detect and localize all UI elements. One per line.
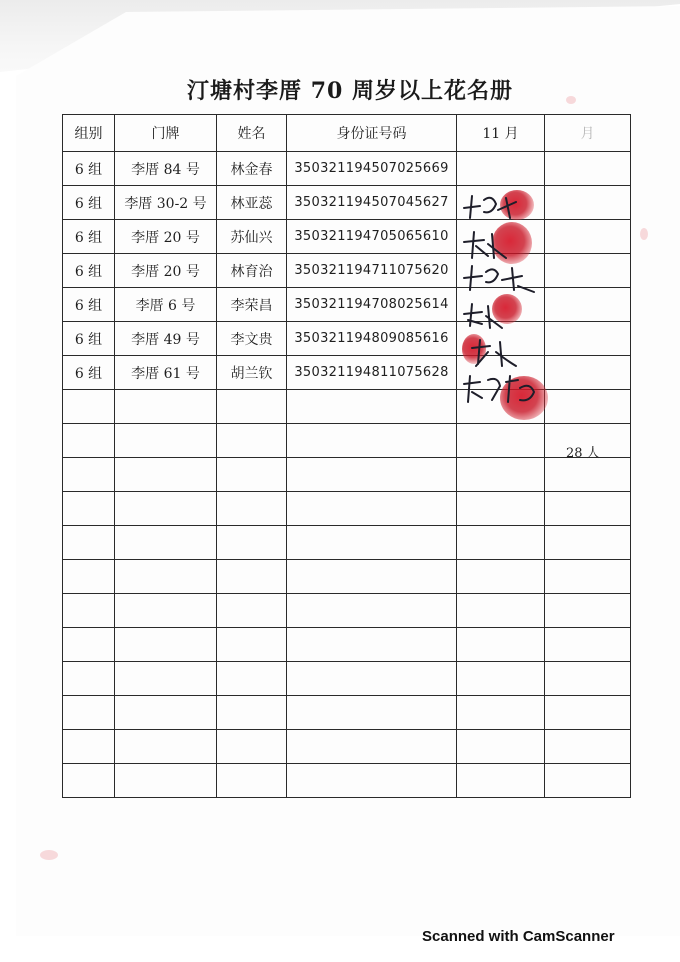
header-id: 身份证号码 <box>287 115 457 152</box>
group-cell: 6 组 <box>63 288 115 322</box>
empty-cell <box>217 662 287 696</box>
empty-cell <box>287 526 457 560</box>
header-group: 组别 <box>63 115 115 152</box>
fingerprint-stamp <box>500 190 534 220</box>
empty-cell <box>287 458 457 492</box>
empty-cell <box>217 764 287 798</box>
month-cell <box>457 152 545 186</box>
name-cell: 李文贵 <box>217 322 287 356</box>
empty-cell <box>63 662 115 696</box>
id-cell: 350321194705065610 <box>287 220 457 254</box>
extra-cell <box>545 288 631 322</box>
empty-cell <box>545 594 631 628</box>
empty-cell <box>545 492 631 526</box>
empty-cell <box>63 390 115 424</box>
group-cell: 6 组 <box>63 186 115 220</box>
empty-cell <box>545 730 631 764</box>
extra-cell <box>545 152 631 186</box>
fingerprint-stamp <box>462 334 486 364</box>
table-header-row <box>63 115 631 152</box>
id-cell: 350321194711075620 <box>287 254 457 288</box>
empty-cell <box>287 390 457 424</box>
empty-cell <box>63 424 115 458</box>
empty-cell <box>217 560 287 594</box>
empty-row <box>63 560 631 594</box>
empty-row <box>63 628 631 662</box>
empty-cell <box>115 594 217 628</box>
empty-cell <box>457 594 545 628</box>
empty-cell <box>115 458 217 492</box>
table-row <box>63 186 631 220</box>
table-row <box>63 254 631 288</box>
empty-cell <box>217 628 287 662</box>
empty-cell <box>63 560 115 594</box>
empty-cell <box>457 764 545 798</box>
empty-cell <box>287 730 457 764</box>
empty-cell <box>287 662 457 696</box>
page-title: 汀塘村李厝 70 周岁以上花名册 <box>187 78 513 104</box>
header-month: 11 月 <box>457 115 545 152</box>
empty-row <box>63 730 631 764</box>
table-row <box>63 288 631 322</box>
register-table <box>62 114 631 798</box>
empty-cell <box>63 594 115 628</box>
fingerprint-stamp <box>500 376 548 420</box>
empty-row <box>63 594 631 628</box>
id-cell: 350321194708025614 <box>287 288 457 322</box>
empty-cell <box>115 730 217 764</box>
empty-cell <box>217 526 287 560</box>
table-row <box>63 356 631 390</box>
door-cell: 李厝 49 号 <box>115 322 217 356</box>
table-row <box>63 220 631 254</box>
door-cell: 李厝 20 号 <box>115 254 217 288</box>
empty-row <box>63 492 631 526</box>
group-cell: 6 组 <box>63 356 115 390</box>
name-cell: 李荣昌 <box>217 288 287 322</box>
empty-row <box>63 764 631 798</box>
extra-cell <box>545 356 631 390</box>
extra-cell <box>545 322 631 356</box>
empty-cell <box>115 662 217 696</box>
empty-cell <box>545 560 631 594</box>
empty-cell <box>63 764 115 798</box>
empty-cell <box>457 730 545 764</box>
empty-cell <box>115 696 217 730</box>
empty-cell <box>457 628 545 662</box>
empty-cell <box>63 696 115 730</box>
empty-cell <box>287 424 457 458</box>
empty-cell <box>63 526 115 560</box>
group-cell: 6 组 <box>63 322 115 356</box>
empty-cell <box>287 628 457 662</box>
empty-cell <box>115 526 217 560</box>
door-cell: 李厝 6 号 <box>115 288 217 322</box>
empty-cell <box>545 696 631 730</box>
header-extra: 月 <box>545 115 631 152</box>
empty-cell <box>63 628 115 662</box>
empty-cell <box>545 764 631 798</box>
empty-cell <box>457 560 545 594</box>
empty-row <box>63 424 631 458</box>
header-door: 门牌 <box>115 115 217 152</box>
empty-row <box>63 662 631 696</box>
id-cell: 350321194507025669 <box>287 152 457 186</box>
empty-cell <box>287 696 457 730</box>
ink-spot <box>640 228 648 240</box>
fingerprint-stamp <box>492 294 522 324</box>
empty-cell <box>217 696 287 730</box>
empty-cell <box>457 424 545 458</box>
fingerprint-stamp <box>492 222 532 264</box>
header-name: 姓名 <box>217 115 287 152</box>
id-cell: 350321194507045627 <box>287 186 457 220</box>
empty-cell <box>457 696 545 730</box>
empty-cell <box>545 628 631 662</box>
name-cell: 林育治 <box>217 254 287 288</box>
empty-cell <box>63 458 115 492</box>
id-cell: 350321194809085616 <box>287 322 457 356</box>
group-cell: 6 组 <box>63 152 115 186</box>
name-cell: 林亚蕊 <box>217 186 287 220</box>
empty-cell <box>115 628 217 662</box>
extra-cell <box>545 254 631 288</box>
empty-cell <box>217 458 287 492</box>
empty-cell <box>457 492 545 526</box>
empty-cell <box>287 594 457 628</box>
extra-cell <box>545 220 631 254</box>
empty-cell <box>115 764 217 798</box>
door-cell: 李厝 61 号 <box>115 356 217 390</box>
scanner-watermark: Scanned with CamScanner <box>422 928 615 945</box>
empty-cell <box>545 458 631 492</box>
empty-row <box>63 458 631 492</box>
empty-cell <box>217 424 287 458</box>
count-note: 28 人 <box>566 446 600 461</box>
empty-cell <box>457 458 545 492</box>
empty-cell <box>63 730 115 764</box>
door-cell: 李厝 84 号 <box>115 152 217 186</box>
empty-cell <box>287 764 457 798</box>
empty-cell <box>545 662 631 696</box>
empty-row <box>63 696 631 730</box>
door-cell: 李厝 20 号 <box>115 220 217 254</box>
name-cell: 胡兰钦 <box>217 356 287 390</box>
empty-cell <box>287 492 457 526</box>
group-cell: 6 组 <box>63 220 115 254</box>
empty-cell <box>217 730 287 764</box>
empty-cell <box>217 492 287 526</box>
empty-cell <box>457 526 545 560</box>
empty-row <box>63 526 631 560</box>
name-cell: 苏仙兴 <box>217 220 287 254</box>
door-cell: 李厝 30-2 号 <box>115 186 217 220</box>
group-cell: 6 组 <box>63 254 115 288</box>
empty-cell <box>115 390 217 424</box>
table-row <box>63 322 631 356</box>
empty-cell <box>545 390 631 424</box>
empty-cell <box>115 424 217 458</box>
empty-cell <box>217 594 287 628</box>
extra-cell <box>545 186 631 220</box>
empty-cell <box>63 492 115 526</box>
table-row <box>63 152 631 186</box>
empty-cell <box>115 560 217 594</box>
ink-spot <box>40 850 58 860</box>
empty-cell <box>457 662 545 696</box>
empty-cell <box>217 390 287 424</box>
empty-cell <box>545 526 631 560</box>
empty-cell <box>287 560 457 594</box>
name-cell: 林金春 <box>217 152 287 186</box>
id-cell: 350321194811075628 <box>287 356 457 390</box>
empty-cell <box>115 492 217 526</box>
